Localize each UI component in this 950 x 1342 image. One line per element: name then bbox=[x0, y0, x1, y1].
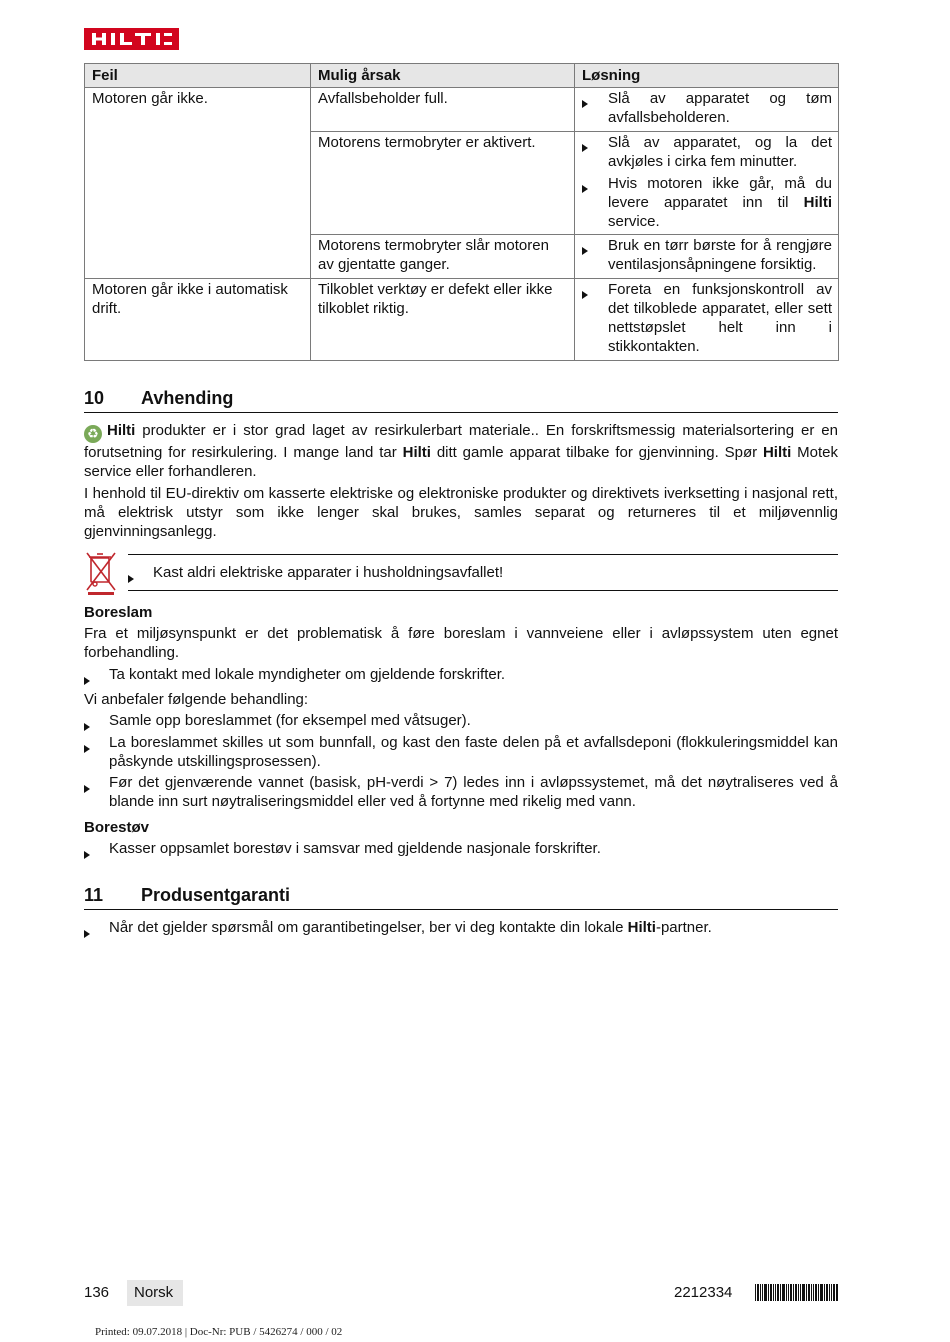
section-number: 11 bbox=[84, 885, 104, 905]
bullet-triangle-icon bbox=[582, 291, 588, 299]
solution-item: Bruk en tørr børste for å rengjøre ventilasjonsåpningene forsiktig. bbox=[582, 236, 832, 274]
bullet-triangle-icon bbox=[128, 575, 134, 583]
solution-item bbox=[582, 174, 832, 231]
solution-item: Foreta en funksjonskontroll av det tilkoblede apparatet, eller sett nettstøpslet helt inn i stikkontakten. bbox=[582, 280, 832, 356]
recycle-icon: ♻ bbox=[84, 425, 102, 443]
section-heading-11 bbox=[84, 883, 838, 910]
bullet-triangle-icon bbox=[84, 785, 90, 793]
cause-cell: Avfallsbeholder full. bbox=[311, 88, 575, 132]
borestov-heading: Borestøv bbox=[84, 819, 150, 836]
document-number: 2212334 bbox=[674, 1284, 733, 1301]
page-number: 136 bbox=[84, 1284, 110, 1301]
boreslam-heading: Boreslam bbox=[84, 604, 153, 621]
section-title: Avhending bbox=[141, 388, 234, 408]
table-row bbox=[85, 88, 839, 132]
table-row bbox=[85, 279, 839, 361]
bullet-triangle-icon bbox=[582, 247, 588, 255]
fault-cell: Motoren går ikke. bbox=[85, 88, 311, 279]
column-header-fault: Feil bbox=[85, 64, 311, 88]
bullet-triangle-icon bbox=[582, 185, 588, 193]
column-header-cause: Mulig årsak bbox=[311, 64, 575, 88]
solution-cell bbox=[575, 132, 839, 235]
list-item: Ta kontakt med lokale myndigheter om gjeldende forskrifter. bbox=[84, 665, 838, 690]
bullet-triangle-icon bbox=[84, 851, 90, 859]
section-title: Produsentgaranti bbox=[141, 885, 291, 905]
bullet-triangle-icon bbox=[84, 930, 90, 938]
recycling-paragraph: ♻ Hilti produkter er i stor grad laget av resirkulerbart materiale.. En forskriftsmessig materialsortering er en forutsetning for resirkulering. I mange land tar Hilti ditt gamle apparat tilbake for gjenvinning. Spør Hilti Motek service eller forhandleren. bbox=[84, 422, 839, 480]
solution-text-1: Hvis motoren ikke går, må du levere apparatet inn til Hilti service. bbox=[608, 175, 832, 230]
warning-item: Kast aldri elektriske apparater i husholdningsavfallet! bbox=[128, 563, 503, 588]
hilti-logo-lettering bbox=[90, 32, 174, 46]
list-item: Før det gjenværende vannet (basisk, pH-verdi > 7) ledes inn i avløpssystemet, må det nøytraliseres ved å blande inn surt nøytraliseringsmiddel eller ved å fortynne med rikelig med vann. bbox=[84, 773, 838, 811]
print-info: Printed: 09.07.2018 | Doc-Nr: PUB / 5426274 / 000 / 02 bbox=[95, 1326, 343, 1338]
hilti-logo bbox=[84, 28, 179, 50]
fault-cell: Motoren går ikke i automatisk drift. bbox=[85, 279, 311, 361]
list-item: Kasser oppsamlet borestøv i samsvar med gjeldende nasjonale forskrifter. bbox=[84, 839, 838, 864]
section-number: 10 bbox=[84, 388, 105, 408]
solution-item: Slå av apparatet, og la det avkjøles i cirka fem minutter. bbox=[582, 133, 832, 171]
cause-cell: Motorens termobryter slår motoren av gjentatte ganger. bbox=[311, 235, 575, 279]
bullet-triangle-icon bbox=[84, 745, 90, 753]
bullet-triangle-icon bbox=[582, 100, 588, 108]
language-label: Norsk bbox=[127, 1280, 183, 1306]
table-header-row bbox=[85, 64, 839, 88]
eu-directive-paragraph: I henhold til EU-direktiv om kasserte elektriske og elektroniske produkter og direktivets iverksetting i nasjonal rett, må elektrisk utstyr som ikke lenger skal brukes, samles separat og returneres til et miljøvennlig gjenvinningsanlegg. bbox=[84, 485, 838, 540]
bullet-triangle-icon bbox=[84, 723, 90, 731]
cause-cell: Tilkoblet verktøy er defekt eller ikke tilkoblet riktig. bbox=[311, 279, 575, 361]
list-item: Når det gjelder spørsmål om garantibetingelser, ber vi deg kontakte din lokale Hilti-partner. bbox=[84, 918, 838, 943]
bullet-triangle-icon bbox=[582, 144, 588, 152]
solution-item: Slå av apparatet og tøm avfallsbeholderen. bbox=[582, 89, 832, 127]
solution-cell bbox=[575, 235, 839, 279]
barcode-icon bbox=[755, 1284, 838, 1301]
bullet-triangle-icon bbox=[84, 677, 90, 685]
solution-cell bbox=[575, 279, 839, 361]
boreslam-paragraph: Fra et miljøsynspunkt er det problematisk å føre boreslam i vannveiene eller i avløpssystem uten egnet forbehandling. bbox=[84, 625, 838, 661]
section-heading-10 bbox=[84, 386, 838, 413]
warning-box bbox=[84, 550, 838, 596]
recommend-paragraph: Vi anbefaler følgende behandling: bbox=[84, 691, 309, 708]
list-item: Samle opp boreslammet (for eksempel med våtsuger). bbox=[84, 711, 838, 736]
crossed-bin-icon bbox=[84, 550, 118, 596]
solution-cell bbox=[575, 88, 839, 132]
troubleshooting-table bbox=[84, 63, 839, 361]
column-header-solution: Løsning bbox=[575, 64, 839, 88]
cause-cell: Motorens termobryter er aktivert. bbox=[311, 132, 575, 235]
list-item: La boreslammet skilles ut som bunnfall, og kast den faste delen på et avfallsdeponi (flokkuleringsmiddel kan påskynde utskillingsprosessen). bbox=[84, 733, 838, 771]
